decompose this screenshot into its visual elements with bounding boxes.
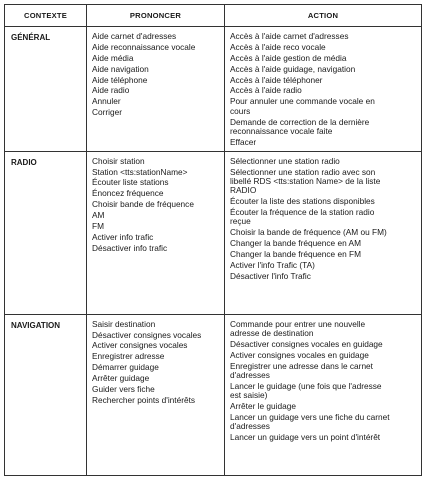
action-item: Activer consignes vocales en guidage (230, 349, 369, 360)
action-item: Changer la bande fréquence en FM (230, 248, 361, 259)
action-item: Désactiver l'info Trafic (230, 270, 311, 281)
action-item: Accès à l'aide carnet d'adresses (230, 31, 349, 41)
command-item: Aide média (92, 52, 134, 63)
action-item: Accès à l'aide gestion de média (230, 52, 347, 63)
action-item: Activer l'info Trafic (TA) (230, 259, 315, 270)
header-context: CONTEXTE (5, 5, 87, 27)
command-item: Choisir bande de fréquence (92, 199, 194, 210)
actions-navigation (225, 314, 422, 475)
command-item: Choisir station (92, 155, 145, 166)
action-item: Accès à l'aide radio (230, 85, 302, 96)
command-item: Aide téléphone (92, 74, 148, 85)
command-item: Démarrer guidage (92, 362, 159, 373)
table-row-radio (5, 151, 422, 314)
command-item: Désactiver info trafic (92, 242, 168, 253)
action-item: Demande de correction de la dernière reconnaissance vocale faite (230, 116, 370, 136)
action-item: Accès à l'aide reco vocale (230, 41, 326, 52)
actions-radio (225, 151, 422, 314)
commands-navigation (87, 314, 225, 475)
command-item: Aide navigation (92, 63, 149, 74)
action-item: Lancer le guidage (une fois que l'adresse est saisie) (230, 380, 382, 401)
action-item: Écouter la fréquence de la station radio reçue (230, 206, 375, 227)
command-item: Annuler (92, 96, 121, 107)
command-item: Aide carnet d'adresses (92, 31, 177, 41)
header-row (5, 5, 422, 27)
action-item: Sélectionner une station radio avec son libellé RDS <tts:station Name> de la liste RADIO (230, 166, 381, 196)
action-item: Choisir la bande de fréquence (AM ou FM) (230, 227, 387, 238)
command-item: Écouter liste stations (92, 177, 169, 188)
context-general: GÉNÉRAL (5, 27, 87, 152)
command-item: Désactiver consignes vocales (92, 329, 202, 340)
action-item: Enregistrer une adresse dans le carnet d'adresses (230, 360, 373, 380)
table-row-navigation (5, 314, 422, 475)
action-item: Lancer un guidage vers un point d'intérêt (230, 432, 381, 443)
commands-general (87, 27, 225, 152)
action-item: Effacer (230, 136, 257, 147)
header-action: ACTION (225, 5, 422, 27)
commands-radio (87, 151, 225, 314)
command-item: Guider vers fiche (92, 383, 155, 394)
context-navigation: NAVIGATION (5, 314, 87, 475)
action-item: Lancer un guidage vers une fiche du carnet d'adresses (230, 411, 390, 432)
command-item: Enregistrer adresse (92, 351, 165, 362)
command-item: Rechercher points d'intérêts (92, 394, 196, 405)
header-pronounce: PRONONCER (87, 5, 225, 27)
command-item: Activer info trafic (92, 231, 154, 242)
command-item: Aide radio (92, 85, 130, 96)
action-item: Arrêter le guidage (230, 400, 296, 411)
context-radio: RADIO (5, 151, 87, 314)
voice-commands-table (4, 4, 422, 476)
command-item: Arrêter guidage (92, 373, 150, 384)
action-item: Pour annuler une commande vocale en cours (230, 96, 375, 116)
action-item: Sélectionner une station radio (230, 155, 340, 166)
action-item: Désactiver consignes vocales en guidage (230, 338, 383, 349)
action-item: Écouter la liste des stations disponibles (230, 195, 375, 206)
action-item: Changer la bande fréquence en AM (230, 237, 361, 248)
action-item: Accès à l'aide téléphoner (230, 74, 323, 85)
action-item: Accès à l'aide guidage, navigation (230, 63, 356, 74)
command-item: Corriger (92, 107, 122, 118)
command-item: Aide reconnaissance vocale (92, 41, 196, 52)
command-item: AM (92, 210, 105, 221)
command-item: Saisir destination (92, 318, 156, 329)
command-item: Énoncez fréquence (92, 188, 164, 199)
command-item: Station <tts:stationName> (92, 166, 188, 177)
table-row-general (5, 27, 422, 152)
actions-general (225, 27, 422, 152)
command-item: Activer consignes vocales (92, 340, 188, 351)
command-item: FM (92, 220, 104, 231)
action-item: Commande pour entrer une nouvelle adresse de destination (230, 318, 366, 338)
